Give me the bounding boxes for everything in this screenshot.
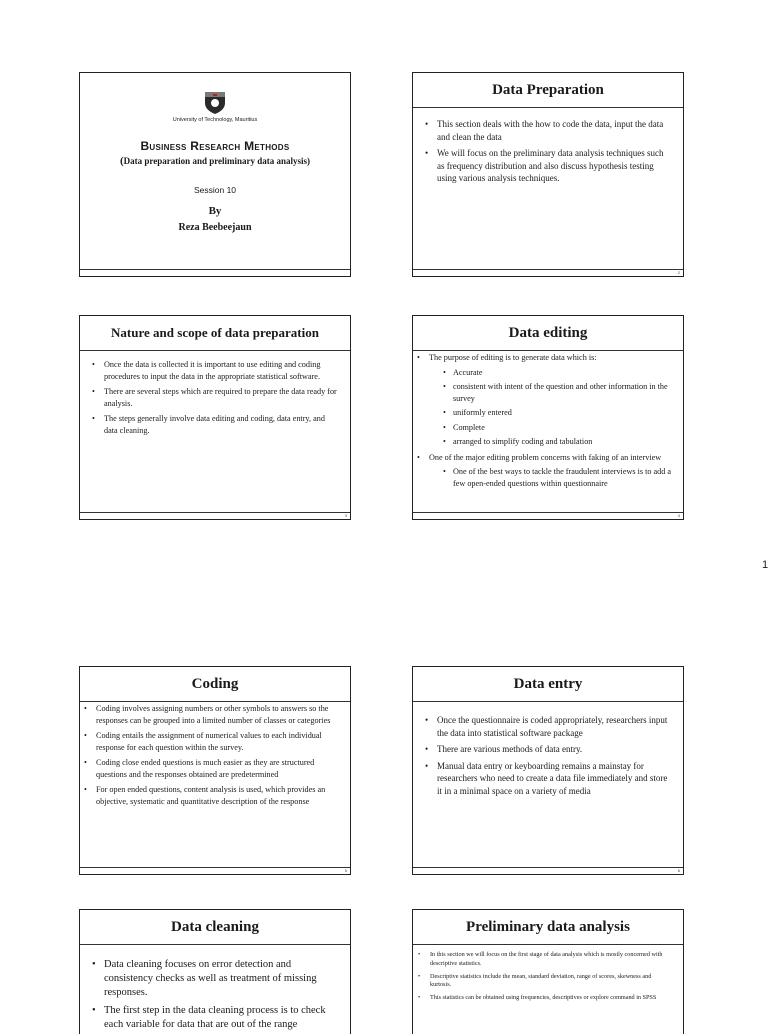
slide-sub-bullet: • consistent with intent of the question and other information in the survey — [429, 381, 673, 404]
slide-bullet — [415, 452, 673, 490]
slide-sub-bullet: • uniformly entered — [429, 407, 673, 419]
slide-data-preparation — [412, 72, 684, 277]
slide-bullet: • Manual data entry or keyboarding remains a mainstay for researchers who need to create a data file immediately and store it in a minimal space on a variety of media — [423, 760, 673, 798]
course-subtitle — [80, 155, 350, 167]
slide-page-number: 4 — [677, 513, 680, 518]
slide-bullet: • For open ended questions, content analysis is used, which provides an objective, systematic and quantitative description of the response — [82, 784, 340, 807]
slide-bullet — [415, 352, 673, 448]
slide-footer-line — [80, 269, 350, 270]
slide-heading: Preliminary data analysis — [413, 910, 683, 945]
slide-bullet-text: The purpose of editing is to generate data which is: — [429, 353, 597, 362]
slide-bullet: • Coding involves assigning numbers or other symbols to answers so the responses can be grouped into a limited number of classes or categories — [82, 703, 340, 726]
slide-heading: Data entry — [413, 667, 683, 702]
slide-footer-line — [80, 867, 350, 868]
sheet-page-number: 1 — [762, 559, 768, 571]
slide-heading: Nature and scope of data preparation — [80, 316, 350, 351]
university-name: University of Technology, Mauritius — [172, 117, 258, 123]
slide-bullet: • Data cleaning focuses on error detection and consistency checks as well as treatment of missing responses. — [90, 958, 340, 1000]
slide-page-number: 5 — [344, 868, 347, 873]
slide-data-entry — [412, 666, 684, 875]
slide-nature-scope — [79, 315, 351, 520]
slide-bullet: • Descriptive statistics include the mean, standard deviation, range of scores, skewness and kurtosis. — [416, 973, 673, 991]
session-label: Session 10 — [193, 185, 237, 195]
slide-bullet: • The first step in the data cleaning process is to check each variable for data that are out of the range — [90, 1004, 340, 1032]
slide-footer-line — [413, 867, 683, 868]
subtitle-text: Data preparation and preliminary data analysis) — [123, 156, 311, 166]
slide-sub-bullet: • arranged to simplify coding and tabulation — [429, 436, 673, 448]
slide-data-cleaning — [79, 909, 351, 1034]
slide-bullet: • Coding close ended questions is much easier as they are structured questions and the responses obtained are predetermined — [82, 757, 340, 780]
slide-footer-line — [80, 512, 350, 513]
slide-bullet: • In this section we will focus on the first stage of data analysis which is mostly concerned with descriptive statistics. — [416, 951, 673, 969]
slide-bullet: • This statistics can be obtained using frequencies, descriptives or explore command in SPSS — [416, 994, 673, 1003]
slide-sub-bullet: • Accurate — [429, 367, 673, 379]
slide-bullet: • There are several steps which are required to prepare the data ready for analysis. — [90, 386, 340, 409]
slide-bullet: • The steps generally involve data editing and coding, data entry, and data cleaning. — [90, 413, 340, 436]
slide-coding — [79, 666, 351, 875]
slide-data-editing — [412, 315, 684, 520]
slide-sub-bullet: • Complete — [429, 422, 673, 434]
slide-footer-line — [413, 512, 683, 513]
slide-bullet: • Once the data is collected it is important to use editing and coding procedures to input the data in the appropriate statistical software. — [90, 359, 340, 382]
slide-bullet-text: One of the major editing problem concerns with faking of an interview — [429, 452, 662, 462]
slide-page-number: 3 — [344, 513, 347, 518]
slide-bullet: • This section deals with the how to code the data, input the data and clean the data — [423, 118, 673, 143]
slide-bullet: • Once the questionnaire is coded appropriately, researchers input the data into statistical software package — [423, 714, 673, 739]
slide-footer-line — [413, 269, 683, 270]
by-label: By — [208, 205, 222, 217]
slide-sub-bullet: • One of the best ways to tackle the fraudulent interviews is to add a few open-ended questions within questionnaire — [429, 466, 673, 489]
slide-preliminary-analysis — [412, 909, 684, 1034]
slide-heading: Data Preparation — [413, 73, 683, 108]
slide-heading: Data cleaning — [80, 910, 350, 945]
slide-page-number: 6 — [677, 868, 680, 873]
author-name: Reza Beebeejaun — [178, 222, 252, 233]
course-title: Business Research Methods — [140, 139, 290, 153]
slide-page-number: 2 — [677, 270, 680, 275]
slide-title — [79, 72, 351, 277]
slide-bullet: • We will focus on the preliminary data analysis techniques such as frequency distribution and also discuss hypothesis testing using various analysis techniques. — [423, 147, 673, 185]
slide-bullet: • There are various methods of data entry. — [423, 743, 673, 756]
slide-heading: Coding — [80, 667, 350, 702]
university-logo-icon — [202, 89, 228, 115]
slide-bullet: • Coding entails the assignment of numerical values to each individual response for each question within the survey. — [82, 730, 340, 753]
subtitle-paren: ( — [119, 155, 124, 167]
slide-heading: Data editing — [413, 316, 683, 351]
